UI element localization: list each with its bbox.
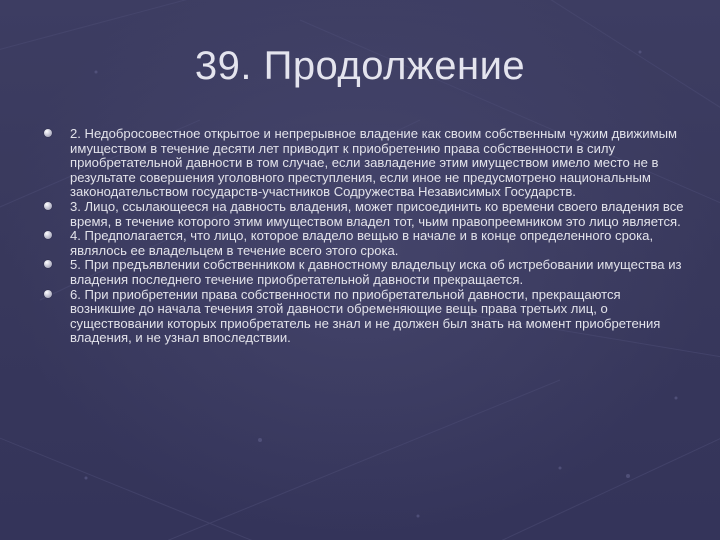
bullet-item	[44, 288, 684, 346]
bullet-list	[44, 127, 684, 346]
bullet-text: 4. Предполагается, что лицо, которое владело вещью в начале и в конце определенного срока, являлось ее владельцем в течение всего этого срока.	[70, 228, 654, 258]
round-bullet-icon	[44, 260, 52, 268]
round-bullet-icon	[44, 129, 52, 137]
bullet-item	[44, 229, 684, 258]
round-bullet-icon	[44, 202, 52, 210]
bullet-text: 6. При приобретении права собственности по приобретательной давности, прекращаются возникшие до начала течения этой давности обременяющие вещь права третьих лиц, о существовании которых приобретатель не знал и не должен был знать на момент приобретения владения, и не узнал впоследствии.	[70, 286, 661, 346]
slide-title: 39. Продолжение	[194, 44, 526, 88]
bullet-item	[44, 258, 684, 287]
bullet-text: 2. Недобросовестное открытое и непрерывное владение как своим собственным чужим движимым имуществом в течение десяти лет приводит к приобретению права собственности в силу приобретательной давности в том случае, если завладение этим имуществом имело место не в результате совершения уголовного преступления, если иное не предусмотрено национальным законодательством государств-участников Содружества Независимых Государств.	[70, 126, 678, 200]
bullet-item	[44, 200, 684, 229]
bullet-item	[44, 127, 684, 200]
round-bullet-icon	[44, 290, 52, 298]
bullet-text: 3. Лицо, ссылающееся на давность владения, может присоединить ко времени своего владения все время, в течение которого этим имуществом владел тот, чьим правопреемником это лицо является.	[70, 198, 684, 229]
bullet-text: 5. При предъявлении собственником к давностному владельцу иска об истребовании имущества из владения последнего течение приобретательной давности прекращается.	[70, 257, 682, 287]
round-bullet-icon	[44, 231, 52, 239]
